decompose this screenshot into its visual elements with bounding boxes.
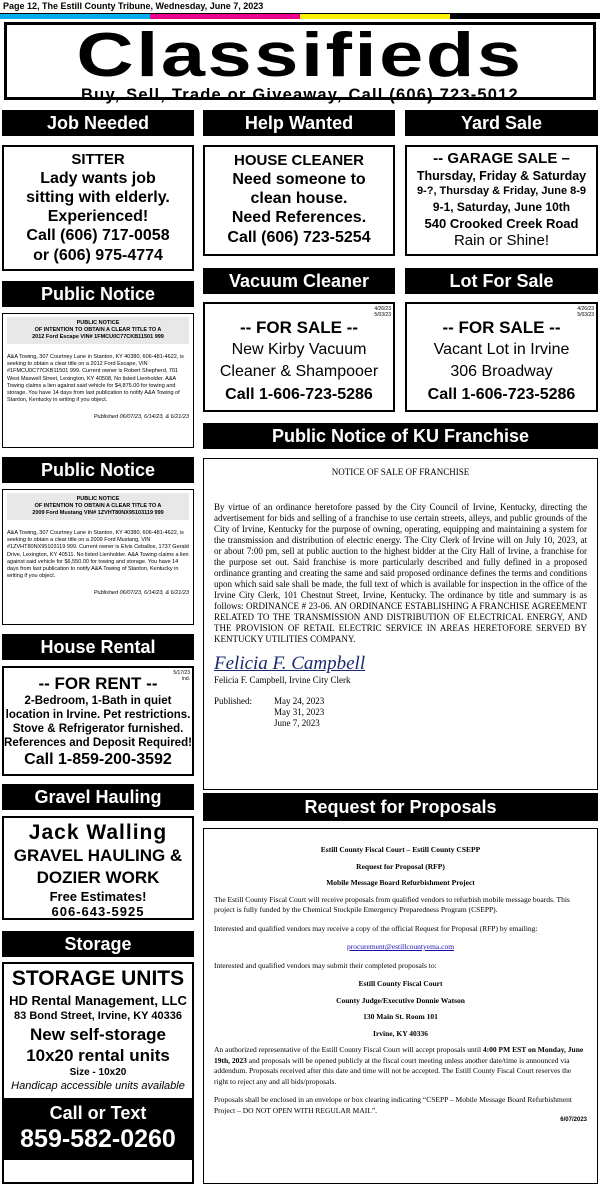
ad-line: -- GARAGE SALE – — [433, 150, 570, 167]
ad-line: 2-Bedroom, 1-Bath in quiet — [24, 695, 172, 707]
page-header: Page 12, The Estill County Tribune, Wednesday, June 7, 2023 — [0, 0, 600, 14]
published-date: May 24, 2023 — [274, 696, 325, 706]
ad-line: 306 Broadway — [450, 363, 553, 380]
rfp-heading: Request for Proposal (RFP) — [356, 861, 445, 871]
ad-date-tag: 5/17/23 ind. — [173, 670, 190, 682]
header-ku-franchise: Public Notice of KU Franchise — [203, 423, 598, 449]
ad-phone: Call 1-606-723-5286 — [427, 386, 576, 403]
notice-head-line: OF INTENTION TO OBTAIN A CLEAR TITLE TO A — [34, 503, 162, 509]
header-request-for-proposals: Request for Proposals — [203, 793, 598, 821]
rfp-email-link[interactable]: procurement@estillcountyema.com — [346, 942, 455, 951]
ad-line: clean house. — [250, 190, 348, 207]
masthead-title: Classifieds — [76, 21, 524, 90]
notice-published: Published 06/07/23, 6/14/23, & 6/21/23 — [93, 414, 189, 421]
rfp-text: and proposals will be opened publicly at the fiscal court meeting unless another date/time is announced via addendum. Proposals received after this date and time will not be accepted. The Estill County Fiscal Court reserves the right to reject any and all bids/proposals. — [214, 1055, 572, 1086]
header-gravel-hauling: Gravel Hauling — [2, 784, 194, 810]
ad-phone: Call (606) 717-0058 — [26, 227, 170, 244]
ad-line: 10x20 rental units — [26, 1046, 170, 1065]
ad-line: SITTER — [71, 151, 125, 168]
house-rental-ad — [2, 666, 194, 776]
header-help-wanted: Help Wanted — [203, 110, 395, 136]
notice-published: Published 06/07/23, 6/14/23, & 6/21/23 — [93, 590, 189, 597]
ad-line: STORAGE UNITS — [11, 967, 185, 990]
ad-line: HD Rental Management, LLC — [9, 993, 187, 1008]
ad-line: References and Deposit Required! — [4, 737, 192, 749]
ad-line: Need References. — [231, 209, 367, 226]
ad-line: GRAVEL HAULING & — [13, 846, 183, 865]
rfp-address-line: Irvine, KY 40336 — [373, 1028, 428, 1038]
rfp-paragraph: Interested and qualified vendors may submit their completed proposals to: — [214, 960, 437, 970]
ad-date-tag: 4/26/23 5/03/23 — [577, 306, 594, 318]
ad-line: 9-1, Saturday, June 10th — [432, 200, 571, 214]
franchise-title: NOTICE OF SALE OF FRANCHISE — [331, 467, 470, 477]
lot-ad — [405, 302, 598, 412]
header-yard-sale: Yard Sale — [405, 110, 598, 136]
notice-body: A&A Towing, 307 Courtney Lane in Stanton, KY 40380, 606-481-4622, is seeking to obtain a clear title on a 2012 Ford Escape, VIN #1FMCU0C77CKB11501 999. Current owner is Robert Shepherd, 701 West Maxwell Street, Lexington, KY 40508, No listed Lienholder. A&A Towing claims a lien against said vehicle for $4,875.00 for towing and storage. You have 14 days from last publication to notify A&A Towing of Stanton, Kentucky in writing if you object. — [7, 354, 184, 404]
notice-heading — [7, 317, 189, 344]
storage-ad — [2, 962, 194, 1184]
ad-line: -- FOR RENT -- — [38, 674, 158, 693]
header-storage: Storage — [2, 931, 194, 957]
franchise-signer: Felicia F. Campbell, Irvine City Clerk — [214, 675, 351, 685]
header-public-notice-1: Public Notice — [2, 281, 194, 307]
ad-phone: 859-582-0260 — [20, 1125, 176, 1153]
public-notice-2 — [2, 489, 194, 625]
ad-line: 83 Bond Street, Irvine, KY 40336 — [14, 1010, 182, 1022]
ad-line: Handicap accessible units available — [11, 1080, 185, 1092]
franchise-published — [214, 696, 587, 729]
rfp-address-line: 130 Main St. Room 101 — [363, 1012, 438, 1021]
ad-line: New Kirby Vacuum — [231, 341, 367, 358]
ad-line: -- FOR SALE -- — [239, 318, 359, 337]
rfp-notice — [203, 828, 598, 1184]
ad-line: sitting with elderly. — [26, 189, 170, 206]
help-wanted-ad — [203, 145, 395, 256]
ad-line: Experienced! — [47, 208, 149, 225]
masthead — [4, 21, 596, 104]
ad-phone: Call (606) 723-5254 — [227, 229, 371, 246]
notice-head-line: PUBLIC NOTICE — [76, 496, 120, 502]
ad-line: DOZIER WORK — [36, 868, 160, 887]
ad-line: Jack Walling — [28, 821, 168, 844]
ad-line: -- FOR SALE -- — [442, 318, 561, 337]
header-job-needed: Job Needed — [2, 110, 194, 136]
gravel-hauling-ad — [2, 816, 194, 920]
ad-line: New self-storage — [29, 1025, 167, 1044]
ad-date-tag: 4/26/23 5/03/23 — [374, 306, 391, 318]
ad-line: Rain or Shine! — [453, 232, 550, 249]
vacuum-ad — [203, 302, 395, 412]
rfp-paragraph: Interested and qualified vendors may receive a copy of the official Request for Proposal (RFP) by emailing: — [214, 923, 538, 933]
published-dates — [274, 696, 324, 729]
rfp-deadline: 4:00 PM EST on Monday, June 19th, 2023 — [214, 1045, 584, 1065]
signature: Felicia F. Campbell — [214, 653, 366, 674]
yard-sale-ad — [405, 145, 598, 256]
rfp-paragraph: Proposals shall be enclosed in an envelope or box clearing indicating “CSEPP – Mobile Message Board Refurbishment Project – DO NOT OPEN WITH REGULAR MAIL”. — [214, 1095, 572, 1115]
rfp-paragraph: The Estill County Fiscal Court will receive proposals from qualified vendors to refurbish mobile message boards. This project is fully funded by the Chemical Stockpile Emergency Preparedness Program (CSEPP). — [214, 894, 570, 914]
notice-heading — [7, 493, 189, 520]
ad-line: location in Irvine. Pet restrictions. — [5, 709, 191, 721]
ad-line: HOUSE CLEANER — [233, 152, 364, 169]
notice-head-line: PUBLIC NOTICE — [76, 320, 120, 326]
header-house-rental: House Rental — [2, 634, 194, 660]
ku-franchise-notice — [203, 458, 598, 790]
ad-phone: Call 1-606-723-5286 — [225, 386, 373, 403]
color-registration-bar — [0, 14, 600, 19]
notice-head-line: 2012 Ford Escape VIN# 1FMCU0C77CKB11501 999 — [32, 334, 164, 340]
ad-line: Free Estimates! — [49, 889, 147, 904]
ad-phone: or (606) 975-4774 — [33, 247, 163, 264]
ad-line: Need someone to — [232, 171, 366, 188]
notice-body: A&A Towing, 307 Courtney Lane in Stanton, KY 40380, 606-481-4622, is seeking to obtain a clear title on a 2009 Ford Mustang, VIN #1ZVHT80NX95103119 999. Current owner is Elvis Ceballos, 1737 Gerald Drive, Lexington, KY 40511. No listed Lienholder. A&A Towing claims a lien against said vehicle for $6,550.00 for towing and storage. You have 14 days from last publication to notify A&A Towing of Stanton, Kentucky in writing if you object. — [7, 530, 189, 580]
ad-line: Thursday, Friday & Saturday — [416, 169, 587, 183]
job-needed-ad — [2, 145, 194, 271]
rfp-heading: Mobile Message Board Refurbishment Project — [326, 878, 475, 887]
ad-line: Vacant Lot in Irvine — [433, 341, 570, 358]
header-vacuum-cleaner: Vacuum Cleaner — [203, 268, 395, 294]
ad-line: 9-?, Thursday & Friday, June 8-9 — [416, 185, 587, 197]
ad-line: Call or Text — [49, 1103, 147, 1123]
published-label: Published: — [214, 696, 253, 706]
masthead-subtitle: Buy, Sell, Trade or Giveaway, Call (606) 723-5012 — [81, 86, 519, 104]
ad-line: Size - 10x20 — [69, 1067, 127, 1078]
franchise-body: By virtue of an ordinance heretofore passed by the City Council of Irvine, Kentucky, directing the advertisement for bids and selling of a franchise to use certain streets, alleys, and public grounds of the City of Irvine, Kentucky for the purpose of owning, operating, equipping and maintaining a system for the transmission and distribution of electric energy. The City Clerk of Irvine will on July 10, 2023, at or about 7:00 pm, sell at public auction to the highest bidder at the City Hall of Irvine, a franchise for the purpose set out. Said franchise is more particularly described and fully defined in a proposed ordinance granting and creating the same and said proposed ordinance defines the terms and conditions upon which said sale shall be made, the full text of which is available for inspection in the office of the Irvine City Clerk, 101 Chestnut Street, Irvine, Kentucky. The ordinance by title and summary is as follows: ORDINANCE # 23-06. AN ORDINANCE ESTABLISHING A FRANCHISE AGREEMENT RELATED TO THE TRANSMISSION AND DISTRIBUTION OF ELECTRICAL ENERGY, AND THE PROVISION OF RETAIL ELECTRIC SERVICE IN AREAS HERETOFORE SERVED BY KENTUCKY UTILITIES COMPANY. — [214, 502, 587, 644]
ad-phone: Call 1-859-200-3592 — [24, 751, 172, 768]
published-date: June 7, 2023 — [274, 718, 320, 728]
published-date: May 31, 2023 — [274, 707, 325, 717]
ad-line: Cleaner & Shampooer — [219, 363, 379, 380]
ad-phone: 606-643-5925 — [51, 904, 145, 919]
public-notice-1 — [2, 313, 194, 448]
rfp-deadline-paragraph — [214, 1045, 587, 1087]
ad-line: Lady wants job — [40, 170, 156, 187]
rfp-address-line: Estill County Fiscal Court — [358, 979, 443, 988]
header-lot-for-sale: Lot For Sale — [405, 268, 598, 294]
ad-line: 540 Crooked Creek Road — [424, 216, 579, 231]
rfp-heading: Estill County Fiscal Court – Estill County CSEPP — [320, 845, 481, 854]
storage-call-block — [2, 1098, 194, 1160]
rfp-text: An authorized representative of the Estill County Fiscal Court will accept proposals until — [214, 1045, 483, 1054]
notice-head-line: OF INTENTION TO OBTAIN A CLEAR TITLE TO A — [34, 327, 162, 333]
ad-line: Stove & Refrigerator furnished. — [12, 723, 184, 735]
rfp-address-line: County Judge/Executive Donnie Watson — [336, 995, 465, 1005]
notice-head-line: 2009 Ford Mustang VIN# 1ZVHT80NX95103119 999 — [32, 510, 164, 516]
rfp-date: 6/07/2023 — [560, 1117, 587, 1123]
header-public-notice-2: Public Notice — [2, 457, 194, 483]
